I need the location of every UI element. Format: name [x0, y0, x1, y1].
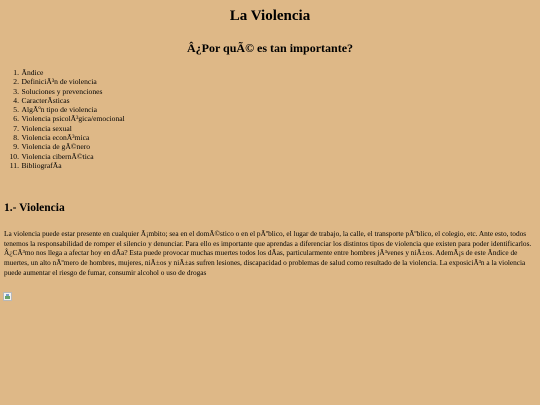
toc-item-number: 8.	[13, 133, 19, 143]
toc-item[interactable]	[0, 87, 125, 96]
page-title: La Violencia	[229, 8, 311, 24]
page-subtitle: Â¿Por quÃ© es tan importante?	[186, 41, 354, 55]
toc-item-label: AlgÃºn tipo de violencia	[21, 105, 98, 115]
toc-item[interactable]	[0, 142, 125, 151]
toc-item-number: 3.	[13, 86, 19, 96]
toc-item[interactable]	[0, 124, 125, 133]
toc-item-number: 5.	[13, 105, 19, 115]
toc-item-label: CaracterÃsticas	[21, 95, 70, 105]
toc-item-label: Violencia psicolÃ³gica/emocional	[21, 114, 125, 124]
toc-item[interactable]	[0, 133, 125, 142]
toc-item-number: 1.	[13, 68, 19, 77]
toc-item-number: 10.	[9, 151, 19, 161]
toc-item-number: 6.	[13, 114, 19, 124]
table-of-contents	[0, 68, 125, 170]
toc-item[interactable]	[0, 152, 125, 161]
toc-item[interactable]	[0, 161, 125, 170]
toc-item[interactable]	[0, 96, 125, 105]
toc-item-label: Soluciones y prevenciones	[21, 86, 103, 96]
toc-item-label: Ãndice	[21, 68, 44, 77]
toc-item-number: 9.	[13, 142, 19, 152]
broken-image-icon	[3, 292, 12, 301]
toc-item-label: Violencia cibernÃ©tica	[21, 151, 94, 161]
toc-item-label: Violencia de gÃ©nero	[21, 142, 91, 152]
toc-item[interactable]	[0, 114, 125, 123]
toc-item-number: 7.	[13, 123, 19, 133]
toc-item-label: Violencia sexual	[21, 123, 72, 133]
toc-item[interactable]	[0, 77, 125, 86]
toc-item-label: Violencia econÃ³mica	[21, 133, 90, 143]
section-body-paragraph: La violencia puede estar presente en cualquier Ã¡mbito; sea en el domÃ©stico o en el pÃºblico, el lugar de trabajo, la calle, el transporte pÃºblico, el colegio, etc. Ante esto, todos tenemos la responsabilidad de romper el silencio y denunciar. Para ello es importante que aprendas a diferenciar los distintos tipos de violencia que existen para poder identificarlos. Â¿CÃ³mo nos llega a afectar hoy en dÃa? Esta puede provocar muchas muertes todos los dÃas, particularmente entre hombres jÃ³venes y niÃ±os. AdemÃ¡s de este Ãndice de muertes, un alto nÃºmero de hombres, mujeres, niÃ±os y niÃ±as sufren lesiones, discapacidad o problemas de salud como resultado de la violencia. La exposiciÃ³n a la violencia puede aumentar el riesgo de fumar, consumir alcohol o uso de drogas	[4, 229, 532, 277]
toc-item[interactable]	[0, 68, 125, 77]
toc-item-number: 2.	[13, 77, 19, 87]
toc-item-number: 4.	[13, 95, 19, 105]
toc-item-label: DefiniciÃ³n de violencia	[21, 77, 97, 87]
toc-item-number: 11.	[9, 160, 19, 170]
toc-item-label: BibliografÃa	[21, 160, 62, 170]
section-heading: 1.- Violencia	[4, 202, 65, 214]
